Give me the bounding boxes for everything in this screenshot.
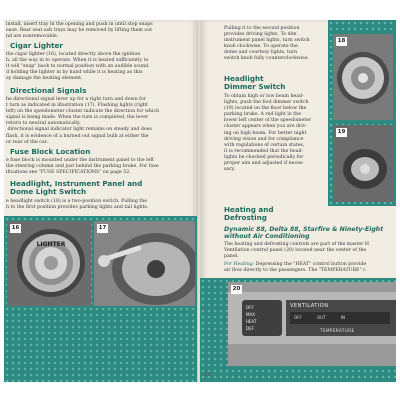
for-heating-text: Depressing the "HEAT" control button provide air flow directly to the passengers. The "TEMPERATURE" c: [224, 262, 367, 274]
heading-headlight-switch: Headlight, Instrument Panel and Dome Light Switch: [10, 179, 143, 197]
photo-number-17: 17: [98, 225, 107, 231]
vent-off-label: OFF: [294, 315, 302, 320]
panel-off-button: OFF: [246, 305, 254, 310]
heading-cigar-lighter: Cigar Lighter: [10, 41, 63, 50]
photo-headlight-switch: [333, 34, 393, 120]
panel-def-button: DEF: [246, 326, 254, 331]
photo-number-16: 16: [11, 225, 20, 231]
right-page: [200, 20, 396, 382]
heating-subtitle: Dynamic 88, Delta 88, Starfire & Ninety-Eight without Air Conditioning: [224, 226, 384, 240]
photo-number-19: 19: [337, 129, 346, 135]
cigar-lighter-text: the cigar lighter (16), located directly above the ignition h, all the way in to operate. When it is heated sufficiently to it will "snap" back to normal position with an audible sound. d holding the lighter in by hand while it is heating as this ay damage the heating element.: [6, 52, 150, 82]
panel-max-button: MAX: [246, 312, 255, 317]
panel-heat-button: HEAT: [246, 319, 257, 324]
temperature-label: TEMPERATURE: [320, 328, 355, 333]
headlight-knob-illustration: [333, 34, 393, 120]
heading-directional-signals: Directional Signals: [10, 86, 87, 95]
headlight-dimmer-text: To obtain high or low beam head- lights, push the foot dimmer switch (19) located on the floor below the parking brake. A red light in the lower left center of the speedometer cluster appears when you are driv- ing on high beam. For better night driving vision and for compliance with regulations of certain states, it is recommended that the head- lights be checked periodically for proper aim and adjusted if neces- sary.: [224, 94, 312, 173]
photo-number-18: 18: [337, 38, 346, 44]
left-page: [4, 20, 198, 382]
headlight-switch-continued: Pulling it to the second position provides driving lights. To dim instrument panel lights, turn switch knob clockwise. To operate the dome and courtesy lights, turn switch knob fully counterclockwise.: [224, 26, 310, 62]
photo-number-20: 20: [232, 286, 241, 292]
photo-directional-signal: [94, 221, 195, 306]
vent-in-label: IN: [340, 315, 346, 320]
heading-headlight-dimmer: Headlight Dimmer Switch: [224, 74, 286, 92]
heating-text-2: [224, 262, 366, 274]
heading-fuse-block: Fuse Block Location: [10, 147, 91, 156]
photo-ventilation-panel: [228, 282, 396, 366]
heading-heating-defrosting: Heating and Defrosting: [224, 205, 274, 223]
fuse-block-text: e fuse block is mounted under the instrument panel to the left the steering column and just behind the parking brake. For fuse ifications see "FUSE SPECIFICATIONS" on page 52.: [6, 158, 159, 176]
heating-text: The heating and defrosting controls are part of the master H Ventilation control panel (20) located near the center of the panel.: [224, 242, 369, 260]
lighter-illustration: [7, 221, 91, 306]
intro-text: install, insert tray in the opening and push in until stop snaps ease. Rear seat ash trays may be removed by lifting them out nd are nonremovable.: [6, 22, 153, 40]
page-number: 15: [204, 372, 211, 378]
directional-signals-text: he directional signal lever up for a right turn and down for t turn as indicated in illustration (17). Flashing lights (right left) on the speedometer cluster indicate the direction for which signal is being made. When the turn is completed, the lever return to neutral automatically. directional signal indicator light remains on steady and does flash, it is evidence of a burned out signal bulb at either the or rear of the car.: [6, 97, 160, 145]
lighter-knob-label: LIGHTER: [36, 241, 66, 248]
signal-lever-illustration: [94, 221, 195, 306]
for-heating-label: For Heating:: [224, 262, 255, 267]
photo-cigar-lighter: [7, 221, 91, 306]
ventilation-label: VENTILATION: [290, 303, 329, 309]
headlight-switch-text: e headlight switch (18) is a two-position switch. Pulling the h to the first position provides parking lights and tail lights.: [6, 199, 149, 211]
photo-dimmer-switch: [333, 125, 393, 202]
vent-out-label: OUT: [317, 315, 326, 320]
